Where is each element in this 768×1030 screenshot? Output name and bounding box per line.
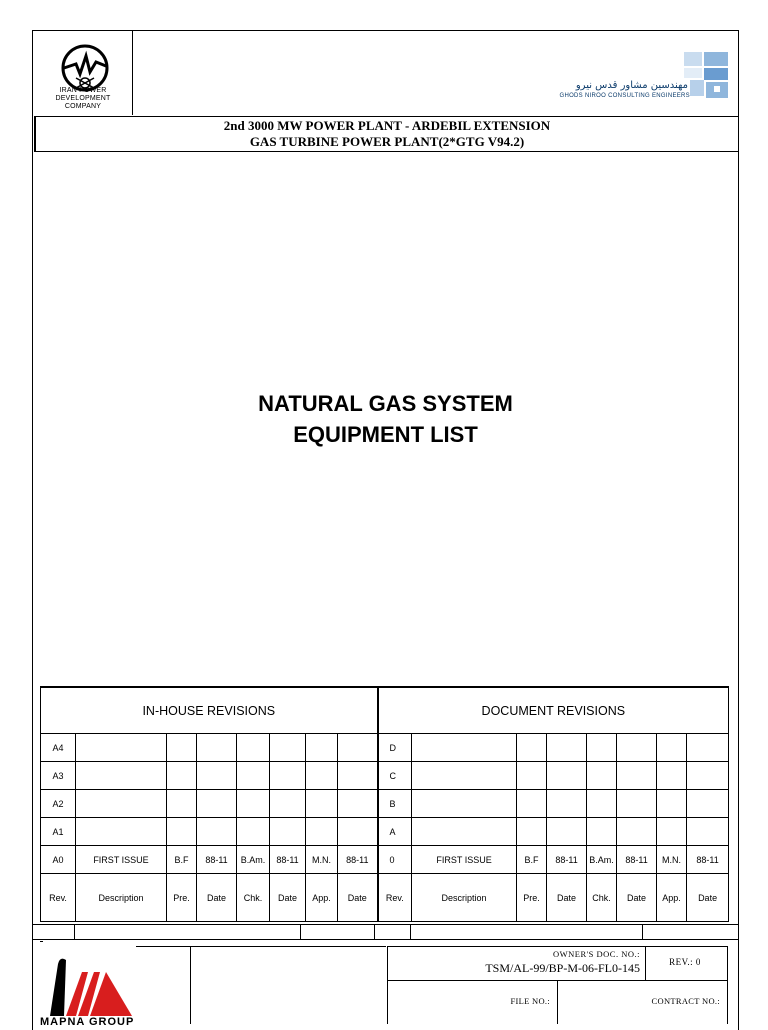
date-cell	[338, 818, 378, 846]
chk-cell	[587, 818, 617, 846]
rev-cell: D	[378, 734, 412, 762]
col-label-pre: Pre.	[167, 874, 197, 922]
description-cell	[76, 790, 167, 818]
table-row	[41, 734, 729, 762]
date-cell	[547, 818, 587, 846]
document-title	[32, 388, 739, 450]
pre-cell	[167, 762, 197, 790]
table-row	[41, 846, 729, 874]
col-label-date: Date	[197, 874, 237, 922]
date-cell: 88-11	[547, 846, 587, 874]
chk-cell	[587, 734, 617, 762]
chk-cell	[237, 734, 270, 762]
col-label-date: Date	[687, 874, 729, 922]
date-cell: 88-11	[270, 846, 306, 874]
col-label-rev: Rev.	[41, 874, 76, 922]
date-cell	[197, 818, 237, 846]
chk-cell: B.Am.	[587, 846, 617, 874]
date-cell: 88-11	[338, 846, 378, 874]
document-title-line1: NATURAL GAS SYSTEM	[258, 391, 513, 416]
chk-cell	[237, 762, 270, 790]
col-label-date: Date	[270, 874, 306, 922]
date-cell: 88-11	[687, 846, 729, 874]
file-no-label: FILE NO.:	[510, 996, 550, 1006]
rev-cell: C	[378, 762, 412, 790]
date-cell	[547, 790, 587, 818]
date-cell	[270, 734, 306, 762]
footer-top-line	[136, 946, 386, 947]
project-line2: GAS TURBINE POWER PLANT(2*GTG V94.2)	[249, 134, 525, 149]
app-cell	[306, 734, 338, 762]
header-divider	[132, 31, 133, 115]
col-label-chk: Chk.	[587, 874, 617, 922]
chk-cell: B.Am.	[237, 846, 270, 874]
footer-divider-1	[190, 946, 191, 1024]
footer-file-divider	[557, 980, 558, 1024]
separator-strip	[32, 924, 739, 940]
date-cell	[338, 734, 378, 762]
col-label-date: Date	[338, 874, 378, 922]
footer-box-right	[727, 946, 728, 1024]
owners-doc-label: OWNER'S DOC. NO.:	[552, 949, 640, 959]
pre-cell	[517, 790, 547, 818]
col-label-date: Date	[547, 874, 587, 922]
rev-cell: B	[378, 790, 412, 818]
pre-cell	[517, 762, 547, 790]
app-cell	[306, 762, 338, 790]
chk-cell	[587, 762, 617, 790]
description-cell	[412, 790, 517, 818]
mapna-logo-icon	[42, 954, 134, 1016]
app-cell: M.N.	[657, 846, 687, 874]
rev-cell: A3	[41, 762, 76, 790]
footer-rev-divider	[645, 946, 646, 980]
ghods-name-persian: مهندسین مشاور قدس نیرو	[575, 80, 688, 91]
col-label-date: Date	[617, 874, 657, 922]
rev-cell: A4	[41, 734, 76, 762]
description-cell: FIRST ISSUE	[412, 846, 517, 874]
column-labels-row	[41, 874, 729, 922]
mapna-group-text: MAPNA GROUP	[40, 1016, 135, 1028]
description-cell	[412, 818, 517, 846]
ghods-name-english: GHODS NIROO CONSULTING ENGINEERS	[559, 93, 690, 99]
pre-cell	[517, 734, 547, 762]
date-cell: 88-11	[197, 846, 237, 874]
date-cell	[617, 818, 657, 846]
revision-header-row	[41, 687, 729, 734]
description-cell: FIRST ISSUE	[76, 846, 167, 874]
app-cell	[657, 790, 687, 818]
chk-cell	[237, 790, 270, 818]
date-cell	[270, 790, 306, 818]
owners-doc-number: TSM/AL-99/BP-M-06-FL0-145	[485, 961, 640, 975]
app-cell	[657, 734, 687, 762]
ghods-logo-icon	[684, 50, 730, 100]
date-cell	[270, 818, 306, 846]
date-cell	[687, 762, 729, 790]
footer-box-top	[387, 946, 727, 947]
pre-cell	[167, 790, 197, 818]
date-cell: 88-11	[617, 846, 657, 874]
date-cell	[687, 790, 729, 818]
table-row	[41, 762, 729, 790]
footer-divider-2	[387, 946, 388, 1024]
pre-cell	[167, 818, 197, 846]
date-cell	[270, 762, 306, 790]
rev-cell: A	[378, 818, 412, 846]
app-cell: M.N.	[306, 846, 338, 874]
app-cell	[306, 818, 338, 846]
revision-table	[40, 686, 729, 922]
rev-cell: 0	[378, 846, 412, 874]
date-cell	[687, 818, 729, 846]
document-revisions-header: DOCUMENT REVISIONS	[378, 687, 729, 734]
date-cell	[617, 762, 657, 790]
description-cell	[76, 762, 167, 790]
col-label-app: App.	[306, 874, 338, 922]
pre-cell: B.F	[167, 846, 197, 874]
app-cell	[657, 762, 687, 790]
date-cell	[197, 790, 237, 818]
date-cell	[338, 790, 378, 818]
ipdc-name-line2: DEVELOPMENT	[55, 95, 111, 102]
ipdc-name-line1: IRAN POWER	[59, 87, 107, 94]
pre-cell: B.F	[517, 846, 547, 874]
description-cell	[412, 734, 517, 762]
table-row	[41, 818, 729, 846]
pre-cell	[517, 818, 547, 846]
ipdc-name-line3: COMPANY	[64, 103, 102, 110]
document-title-line2: EQUIPMENT LIST	[293, 422, 478, 447]
date-cell	[338, 762, 378, 790]
pre-cell	[167, 734, 197, 762]
col-label-app: App.	[657, 874, 687, 922]
chk-cell	[237, 818, 270, 846]
description-cell	[76, 734, 167, 762]
date-cell	[687, 734, 729, 762]
date-cell	[547, 762, 587, 790]
project-title-band	[34, 116, 738, 152]
date-cell	[197, 734, 237, 762]
col-label-pre: Pre.	[517, 874, 547, 922]
in-house-revisions-header: IN-HOUSE REVISIONS	[41, 687, 378, 734]
rev-cell: A1	[41, 818, 76, 846]
col-label-rev: Rev.	[378, 874, 412, 922]
description-cell	[412, 762, 517, 790]
date-cell	[617, 734, 657, 762]
footer-tick	[40, 941, 43, 942]
contract-no-label: CONTRACT NO.:	[651, 996, 720, 1006]
rev-cell: A2	[41, 790, 76, 818]
col-label-description: Description	[412, 874, 517, 922]
col-label-chk: Chk.	[237, 874, 270, 922]
date-cell	[197, 762, 237, 790]
chk-cell	[587, 790, 617, 818]
table-row	[41, 790, 729, 818]
app-cell	[306, 790, 338, 818]
description-cell	[76, 818, 167, 846]
ipdc-company-name	[42, 87, 124, 111]
date-cell	[547, 734, 587, 762]
revision-number: REV.: 0	[669, 957, 701, 967]
project-line1: 2nd 3000 MW POWER PLANT - ARDEBIL EXTENSION	[223, 118, 551, 133]
col-label-description: Description	[76, 874, 167, 922]
app-cell	[657, 818, 687, 846]
rev-cell: A0	[41, 846, 76, 874]
date-cell	[617, 790, 657, 818]
